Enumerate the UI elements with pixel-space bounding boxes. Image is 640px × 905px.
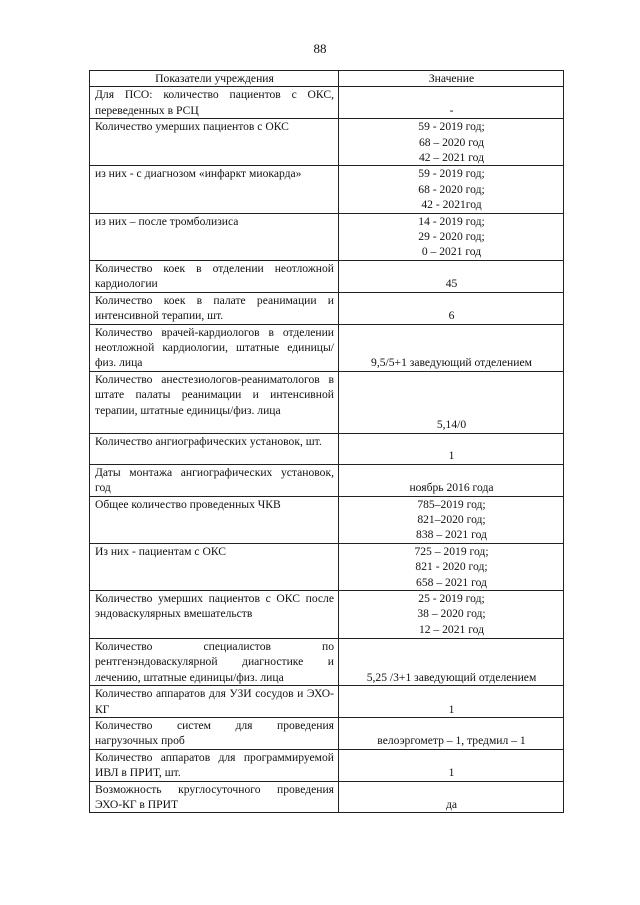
table-row [90, 292, 564, 324]
indicator-label: Количество специалистов по рентгенэндоваскулярной диагностике и лечению, штатные единицы/физ. лица [90, 638, 339, 685]
value-line: - [449, 103, 454, 117]
indicator-label: из них - с диагнозом «инфаркт миокарда» [90, 166, 339, 213]
indicator-label: Для ПСО: количество пациентов с ОКС, переведенных в РСЦ [90, 87, 339, 119]
table-row [90, 496, 564, 543]
value-line: 59 - 2019 год; [418, 167, 485, 181]
table-row [90, 166, 564, 213]
indicator-value [339, 496, 564, 543]
table-row [90, 119, 564, 166]
table-row [90, 718, 564, 750]
value-line: 821–2020 год; [417, 512, 486, 526]
indicator-value [339, 87, 564, 119]
indicator-label: Количество коек в палате реанимации и интенсивной терапии, шт. [90, 292, 339, 324]
table-header-row [90, 71, 564, 87]
indicator-value [339, 119, 564, 166]
indicator-value [339, 213, 564, 260]
indicator-label: Общее количество проведенных ЧКВ [90, 496, 339, 543]
indicator-value [339, 292, 564, 324]
value-line: 838 – 2021 год [416, 528, 487, 542]
value-line: 68 – 2020 год [418, 135, 485, 149]
indicator-label: Количество систем для проведения нагрузочных проб [90, 718, 339, 750]
value-line: 1 [448, 766, 455, 780]
indicator-label: Возможность круглосуточного проведения ЭХО-КГ в ПРИТ [90, 781, 339, 813]
indicator-label: Количество умерших пациентов с ОКС [90, 119, 339, 166]
header-value: Значение [339, 71, 564, 87]
value-line: 1 [448, 449, 455, 463]
indicator-label: Количество врачей-кардиологов в отделении неотложной кардиологии, штатные единицы/физ. лица [90, 324, 339, 371]
table-row [90, 590, 564, 638]
indicators-table [89, 70, 564, 813]
table-row [90, 433, 564, 464]
indicator-label: Количество аппаратов для программируемой ИВЛ в ПРИТ, шт. [90, 749, 339, 781]
indicator-value [339, 324, 564, 371]
value-line: ноябрь 2016 года [409, 481, 494, 495]
value-line: 821 - 2020 год; [415, 560, 488, 574]
value-line: 42 – 2021 год [418, 151, 485, 165]
value-line: 29 - 2020 год; [418, 230, 485, 244]
indicator-value [339, 371, 564, 433]
value-line: да [445, 798, 458, 812]
table-row [90, 686, 564, 718]
table-row [90, 781, 564, 813]
page-number: 88 [313, 41, 327, 56]
indicator-label: Количество коек в отделении неотложной кардиологии [90, 260, 339, 292]
value-line: 9,5/5+1 заведующий отделением [371, 356, 532, 370]
value-line: 25 - 2019 год; [418, 591, 485, 605]
indicator-label: Из них - пациентам с ОКС [90, 543, 339, 590]
indicator-value [339, 464, 564, 496]
indicator-value [339, 686, 564, 718]
value-line: 38 – 2020 год; [417, 607, 486, 621]
indicator-value [339, 543, 564, 590]
indicator-label: Количество аппаратов для УЗИ сосудов и ЭХО-КГ [90, 686, 339, 718]
table-row [90, 543, 564, 590]
table-row [90, 324, 564, 371]
value-line: 14 - 2019 год; [418, 214, 485, 228]
value-line: 0 – 2021 год [421, 245, 482, 259]
value-line: 658 – 2021 год [416, 575, 487, 589]
value-line: 45 [445, 277, 458, 291]
indicator-value [339, 166, 564, 213]
value-line: 42 - 2021год [421, 198, 482, 212]
table-row [90, 260, 564, 292]
value-line: 725 – 2019 год; [414, 544, 489, 558]
table-row [90, 371, 564, 433]
value-line: 785–2019 год; [417, 497, 486, 511]
table-row [90, 464, 564, 496]
table-row [90, 749, 564, 781]
indicator-value [339, 590, 564, 638]
table-row [90, 87, 564, 119]
indicator-label: из них – после тромболизиса [90, 213, 339, 260]
value-line: 5,25 /3+1 заведующий отделением [366, 670, 537, 684]
indicator-label: Количество анестезиологов-реаниматологов в штате палаты реанимации и интенсивной терапии, штатные единицы/физ. лица [90, 371, 339, 433]
value-line: 1 [448, 702, 455, 716]
value-line: 12 – 2021 год [418, 622, 485, 636]
indicator-value [339, 433, 564, 464]
indicator-value [339, 781, 564, 813]
indicator-value [339, 749, 564, 781]
indicator-value [339, 638, 564, 685]
value-line: 59 - 2019 год; [418, 120, 485, 134]
indicator-label: Даты монтажа ангиографических установок, год [90, 464, 339, 496]
value-line: 6 [448, 309, 455, 323]
indicator-value [339, 718, 564, 750]
table-row [90, 213, 564, 260]
indicator-value [339, 260, 564, 292]
value-line: 68 - 2020 год; [418, 182, 485, 196]
value-line: 5,14/0 [436, 418, 467, 432]
table-row [90, 638, 564, 685]
indicator-label: Количество умерших пациентов с ОКС после эндоваскулярных вмешательств [90, 590, 339, 638]
header-indicators: Показатели учреждения [90, 71, 339, 87]
indicator-label: Количество ангиографических установок, шт. [90, 433, 339, 464]
value-line: велоэргометр – 1, тредмил – 1 [377, 734, 526, 748]
